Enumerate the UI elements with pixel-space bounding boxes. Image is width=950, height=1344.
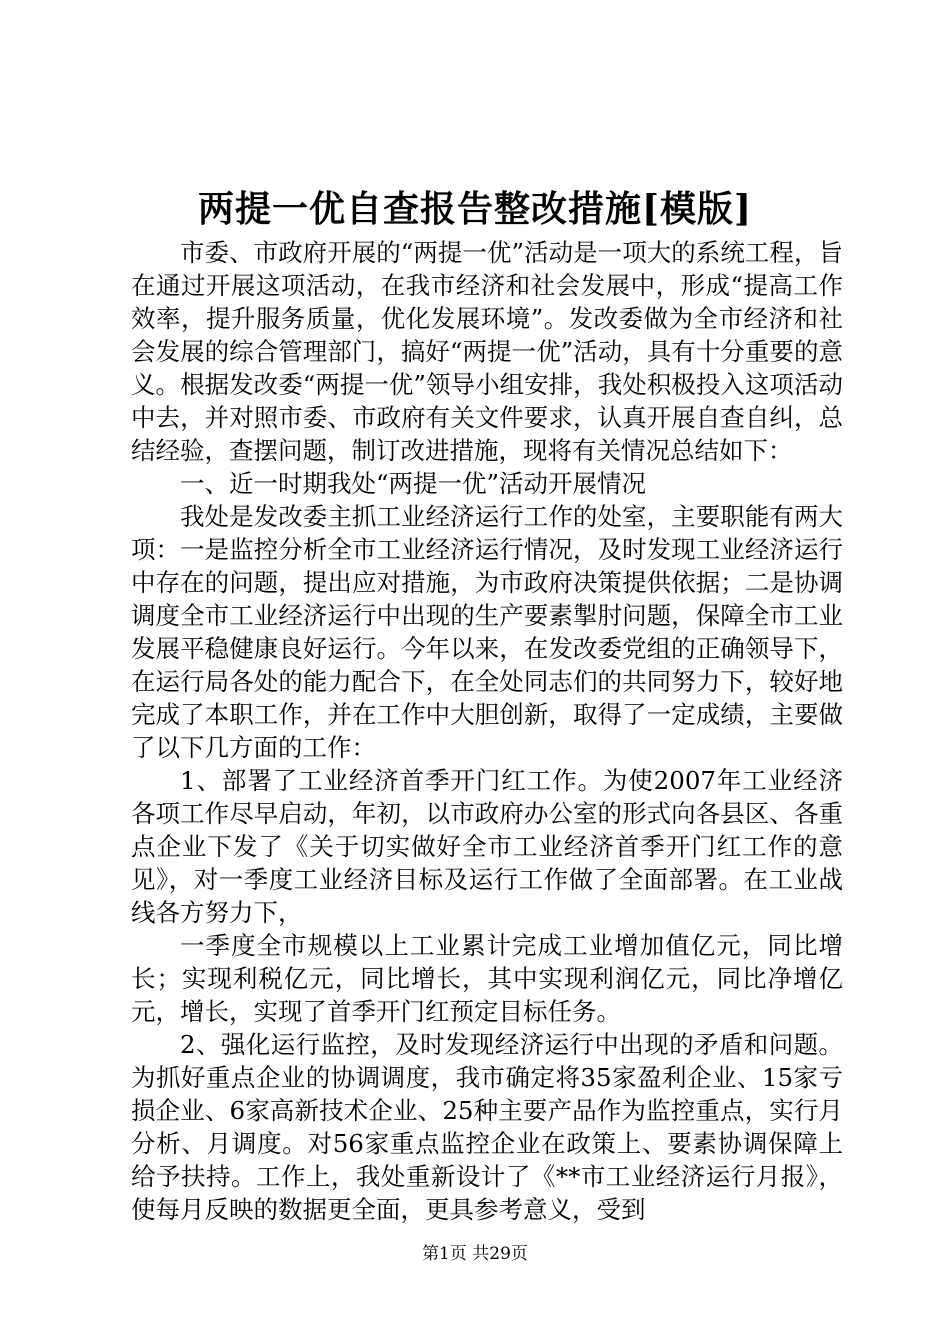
- paragraph-duties: 我处是发改委主抓工业经济运行工作的处室，主要职能有两大项：一是监控分析全市工业经济运行情况，及时发现工业经济运行中存在的问题，提出应对措施，为市政府决策提供依据；二是协调调度全市工业经济运行中出现的生产要素掣肘问题，保障全市工业发展平稳健康良好运行。今年以来，在发改委党组的正确领导下，在运行局各处的能力配合下，在全处同志们的共同努力下，较好地完成了本职工作，并在工作中大胆创新，取得了一定成绩，主要做了以下几方面的工作：: [131, 502, 843, 762]
- document-body: [131, 236, 843, 1226]
- paragraph-intro: 市委、市政府开展的“两提一优”活动是一项大的系统工程，旨在通过开展这项活动，在我市经济和社会发展中，形成“提高工作效率，提升服务质量，优化发展环境”。发改委做为全市经济和社会发展的综合管理部门，搞好“两提一优”活动，具有十分重要的意义。根据发改委“两提一优”领导小组安排，我处积极投入这项活动中去，并对照市委、市政府有关文件要求，认真开展自查自纠，总结经验，查摆问题，制订改进措施，现将有关情况总结如下：: [131, 238, 843, 465]
- page-number-footer: 第1页 共29页: [422, 1244, 528, 1264]
- section-heading: 一、近一时期我处“两提一优”活动开展情况: [180, 469, 647, 498]
- paragraph-item-1: 1、部署了工业经济首季开门红工作。为使2007年工业经济各项工作尽早启动，年初，以市政府办公室的形式向各县区、各重点企业下发了《关于切实做好全市工业经济首季开门红工作的意见》，对一季度工业经济目标及运行工作做了全面部署。在工业战线各方努力下，: [131, 766, 843, 927]
- document-title: 两提一优自查报告整改措施[模版]: [197, 188, 753, 230]
- paragraph-item-2: 2、强化运行监控，及时发现经济运行中出现的矛盾和问题。为抓好重点企业的协调调度，我市确定将35家盈利企业、15家亏损企业、6家高新技术企业、25种主要产品作为监控重点，实行月分析、月调度。对56家重点监控企业在政策上、要素协调保障上给予扶持。工作上，我处重新设计了《**市工业经济运行月报》，使每月反映的数据更全面，更具参考意义，受到: [131, 1030, 843, 1224]
- paragraph-q1-results: 一季度全市规模以上工业累计完成工业增加值亿元，同比增长；实现利税亿元，同比增长，其中实现利润亿元，同比净增亿元，增长，实现了首季开门红预定目标任务。: [131, 931, 843, 1026]
